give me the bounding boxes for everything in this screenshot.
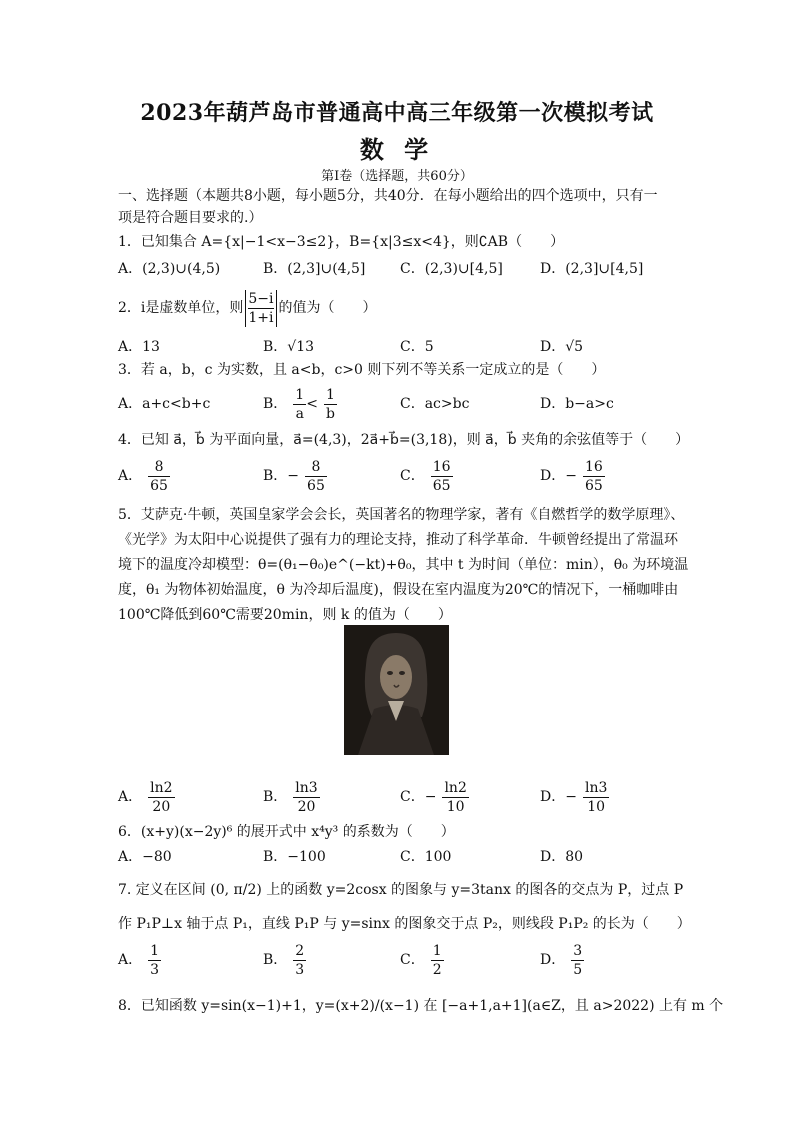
exam-title: 2023年葫芦岛市普通高中高三年级第一次模拟考试 — [140, 100, 654, 126]
q4-a-num: 8 — [148, 458, 170, 477]
q1-option-b: B．(2,3]∪(4,5] — [263, 261, 366, 277]
q4-c-label: C． — [400, 468, 425, 484]
q7-c-num: 1 — [432, 942, 442, 959]
q7-option-c — [400, 938, 444, 982]
q4-option-d — [540, 454, 605, 498]
q3-b-operator: < — [306, 396, 318, 412]
q2-frac-num: 5−i — [248, 290, 274, 307]
q4-option-c — [400, 454, 453, 498]
q4-c-den: 65 — [432, 477, 451, 494]
q7-a-num: 1 — [150, 942, 160, 959]
question-3-stem: 3．若 a，b，c 为实数，且 a<b，c>0 则下列不等关系一定成立的是（ ） — [118, 362, 606, 378]
question-5-line-1: 5．艾萨克·牛顿，英国皇家学会会长，英国著名的物理学家，著有《自燃哲学的数学原理》、 — [118, 507, 685, 523]
q2-option-c: C．5 — [400, 339, 434, 355]
question-7-line-2: 作 P₁P⊥x 轴于点 P₁，直线 P₁P 与 y=sinx 的图象交于点 P₂，则线段 P₁P₂ 的长为（ ） — [118, 916, 691, 932]
q5-a-den: 20 — [152, 798, 171, 815]
q7-c-label: C． — [400, 952, 425, 968]
q3-option-d: D．b−a>c — [540, 396, 614, 412]
q7-b-num: 2 — [295, 942, 305, 959]
question-6-options — [118, 846, 678, 870]
question-4-stem: 4．已知 a⃗，b⃗ 为平面向量，a⃗=(4,3)，2a⃗+b⃗=(3,18)，则 a⃗，b⃗ 夹角的余弦值等于（ ） — [118, 432, 690, 448]
q5-d-label: D．− — [540, 789, 577, 805]
q5-option-c — [400, 774, 469, 820]
question-6-stem: 6．(x+y)(x−2y)⁶ 的展开式中 x⁴y³ 的系数为（ ） — [118, 824, 455, 840]
q5-b-den: 20 — [297, 798, 316, 815]
question-5-line-5: 100℃降低到60℃需要20min，则 k 的值为（ ） — [118, 607, 452, 623]
q4-option-b — [263, 454, 327, 498]
instructions-line-2: 项是符合题目要求的.） — [118, 210, 263, 226]
question-5-line-3: 境下的温度冷却模型：θ=(θ₁−θ₀)e^(−kt)+θ₀，其中 t 为时间（单位：min），θ₀ 为环境温 — [118, 557, 689, 573]
q4-b-num: 8 — [305, 458, 327, 477]
q6-option-a: A．−80 — [118, 849, 172, 865]
q7-c-den: 2 — [432, 961, 442, 978]
q3-b-den-1: a — [295, 405, 304, 422]
q5-d-num: ln3 — [584, 779, 608, 796]
q5-d-den: 10 — [587, 798, 606, 815]
q7-d-label: D． — [540, 952, 566, 968]
q4-b-label: B．− — [263, 468, 300, 484]
q5-b-label: B． — [263, 789, 288, 805]
question-5-line-2: 《光学》为太阳中心说提供了强有力的理论支持，推动了科学革命．牛顿曾经提出了常温环 — [118, 532, 678, 548]
q4-a-den: 65 — [150, 477, 168, 494]
q1-option-d: D．(2,3]∪[4,5] — [540, 261, 644, 277]
question-7-options — [118, 938, 678, 982]
q2-option-b: B．√13 — [263, 339, 315, 355]
q7-a-label: A． — [118, 952, 143, 968]
question-5-options — [118, 774, 678, 820]
q7-a-den: 3 — [150, 961, 160, 978]
question-7-line-1: 7. 定义在区间 (0, π/2) 上的函数 y=2cosx 的图象与 y=3tanx 的图各的交点为 P，过点 P — [118, 882, 684, 898]
q5-option-d — [540, 774, 609, 820]
q6-option-d: D．80 — [540, 849, 584, 865]
q2-modulus — [245, 290, 276, 327]
q4-d-den: 65 — [584, 477, 603, 494]
q4-c-num: 16 — [432, 458, 451, 475]
q5-option-b — [263, 774, 320, 820]
q4-d-num: 16 — [584, 458, 603, 475]
q7-b-den: 3 — [295, 961, 305, 978]
q2-frac-den: 1+i — [248, 309, 274, 326]
q3-option-b-label: B． — [263, 396, 288, 412]
q4-b-den: 65 — [307, 477, 325, 494]
q5-c-num: ln2 — [444, 779, 467, 796]
q7-d-den: 5 — [573, 961, 583, 978]
q4-a-label: A． — [118, 468, 143, 484]
question-4-options — [118, 454, 678, 498]
q7-option-a — [118, 938, 161, 982]
q3-option-c: C．ac>bc — [400, 396, 470, 412]
section-title: 第Ⅰ卷（选择题，共60分） — [321, 169, 473, 184]
question-2-stem — [118, 286, 678, 330]
instructions-line-1: 一、选择题（本题共8小题，每小题5分，共40分．在每小题给出的四个选项中，只有一 — [118, 188, 658, 204]
q1-option-c: C．(2,3)∪[4,5] — [400, 261, 503, 277]
subject-title: 数 学 — [359, 135, 435, 164]
newton-portrait — [344, 625, 449, 755]
q5-c-den: 10 — [446, 798, 465, 815]
question-2-options — [118, 336, 678, 360]
q2-stem-prefix: 2．i是虚数单位，则 — [118, 300, 244, 316]
question-8-line-1: 8．已知函数 y=sin(x−1)+1，y=(x+2)/(x−1) 在 [−a+1,a+1](a∈Z，且 a>2022) 上有 m 个 — [118, 998, 724, 1014]
q6-option-b: B．−100 — [263, 849, 326, 865]
q5-a-num: ln2 — [150, 779, 173, 796]
q6-option-c: C．100 — [400, 849, 452, 865]
q7-b-label: B． — [263, 952, 288, 968]
q2-option-d: D．√5 — [540, 339, 584, 355]
q5-option-a — [118, 774, 175, 820]
q4-d-label: D．− — [540, 468, 577, 484]
q3-option-a: A．a+c<b+c — [118, 396, 211, 412]
question-1-stem: 1．已知集合 A={x|−1<x−3≤2}，B={x|3≤x<4}，则∁AB（ ） — [118, 234, 565, 250]
q7-option-b — [263, 938, 306, 982]
q2-stem-suffix: 的值为（ ） — [278, 300, 377, 316]
q5-b-num: ln3 — [295, 779, 318, 796]
q3-b-num-1: 1 — [295, 386, 305, 403]
question-1-options — [118, 258, 678, 282]
question-3-options — [118, 382, 678, 426]
q1-option-a: A．(2,3)∪(4,5) — [118, 261, 221, 277]
q5-c-label: C．− — [400, 789, 437, 805]
question-5-line-4: 度，θ₁ 为物体初始温度，θ 为冷却后温度)，假设在室内温度为20℃的情况下，一桶咖啡由 — [118, 582, 679, 598]
q2-option-a: A．13 — [118, 339, 160, 355]
q3-b-num-2: 1 — [324, 386, 337, 405]
q3-option-b — [263, 382, 337, 426]
q4-option-a — [118, 454, 170, 498]
q7-d-num: 3 — [573, 942, 583, 959]
q7-option-d — [540, 938, 584, 982]
q5-a-label: A． — [118, 789, 143, 805]
q3-b-den-2: b — [325, 405, 335, 422]
